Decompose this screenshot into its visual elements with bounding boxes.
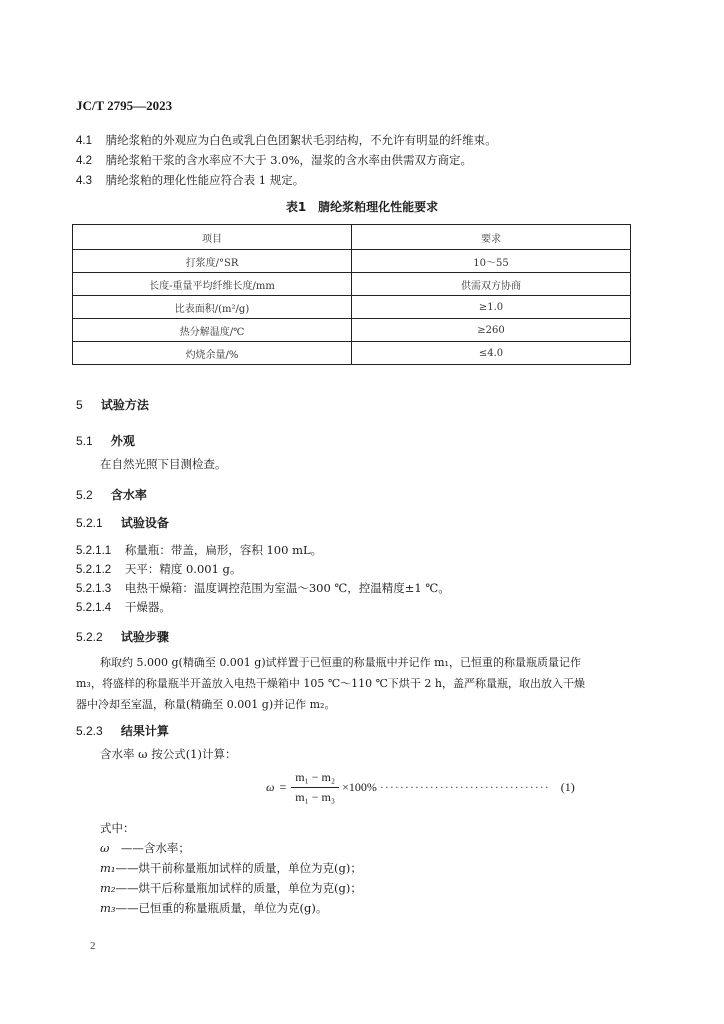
item-text: 电热干燥箱：温度调控范围为室温～300 ℃，控温精度±1 ℃。 xyxy=(124,581,450,595)
definition-row xyxy=(100,878,362,899)
section-title: 外观 xyxy=(110,434,135,448)
section-5-2-1-heading xyxy=(76,514,169,531)
procedure-line-2: m₃，将盛样的称量瓶半开盖放入电热干燥箱中 105 ℃～110 ℃下烘干 2 h，盖严称量瓶，取出放入干燥 xyxy=(76,677,586,690)
item-text: 天平：精度 0.001 g。 xyxy=(124,562,242,576)
formula-denominator: m₁ − m₃ xyxy=(295,790,336,804)
table-row xyxy=(73,250,631,273)
equipment-item xyxy=(76,561,241,578)
formula-suffix: ×100% xyxy=(342,780,377,794)
formula-lhs: ω xyxy=(266,780,275,794)
section-title: 结果计算 xyxy=(120,724,169,738)
definition-text: ——已恒重的称量瓶质量，单位为克(g)。 xyxy=(115,901,328,915)
procedure-line-1: 称取约 5.000 g(精确至 0.001 g)试样置于已恒重的称量瓶中并记作 m₁，已恒重的称量瓶质量记作 xyxy=(100,656,581,669)
definition-symbol: m₃ xyxy=(100,901,116,915)
table-header-row xyxy=(73,225,631,250)
definition-symbol: m₁ xyxy=(100,861,116,875)
table-row xyxy=(73,319,631,342)
section-title: 试验步骤 xyxy=(120,630,169,644)
calc-intro: 含水率 ω 按公式(1)计算： xyxy=(100,747,237,761)
formula-label: (1) xyxy=(560,780,575,794)
section-number: 5.1 xyxy=(76,434,93,448)
section-number: 5.2.1 xyxy=(76,516,103,530)
section-5-2-heading xyxy=(76,486,147,503)
item-text: 干燥器。 xyxy=(124,600,171,614)
definition-row xyxy=(100,858,362,879)
standard-code: JC/T 2795—2023 xyxy=(76,98,173,113)
section-title: 含水率 xyxy=(110,488,147,502)
section-title: 试验设备 xyxy=(120,516,169,530)
equipment-item xyxy=(76,580,450,597)
table-header-cell: 要求 xyxy=(352,225,631,250)
formula-leader-dots: ·································· xyxy=(379,780,550,794)
equipment-item xyxy=(76,599,171,616)
clause-number: 4.2 xyxy=(76,155,92,167)
definition-symbol: ω xyxy=(100,841,110,855)
moisture-formula xyxy=(266,770,575,810)
equipment-item xyxy=(76,542,322,559)
table-cell-requirement: ≥1.0 xyxy=(352,296,631,319)
appearance-text: 在自然光照下目测检查。 xyxy=(100,457,227,471)
table-cell-item: 比表面积/(m²/g) xyxy=(73,296,352,319)
section-5-2-3-heading xyxy=(76,722,169,739)
section-number: 5.2 xyxy=(76,488,93,502)
table-cell-requirement: ≤4.0 xyxy=(352,342,631,365)
table-row xyxy=(73,273,631,296)
table-cell-requirement: 10～55 xyxy=(352,250,631,273)
item-number: 5.2.1.1 xyxy=(76,545,112,557)
definition-row xyxy=(100,898,327,919)
definition-text: ——烘干前称量瓶加试样的质量，单位为克(g)； xyxy=(115,861,362,875)
formula-numerator: m₁ − m₂ xyxy=(291,770,339,788)
section-number: 5 xyxy=(76,398,83,412)
page-number: 2 xyxy=(90,940,96,952)
clause-4-2 xyxy=(76,152,472,169)
section-number: 5.2.3 xyxy=(76,724,103,738)
table-header-cell: 项目 xyxy=(73,225,352,250)
section-number: 5.2.2 xyxy=(76,630,103,644)
table-cell-requirement: 供需双方协商 xyxy=(352,273,631,296)
clause-text: 腈纶浆粕的理化性能应符合表 1 规定。 xyxy=(105,173,305,187)
table-cell-item: 长度-重量平均纤维长度/mm xyxy=(73,273,352,296)
section-5-1-heading xyxy=(76,432,135,449)
item-text: 称量瓶：带盖，扁形，容积 100 mL。 xyxy=(124,543,323,557)
section-5-2-2-heading xyxy=(76,628,169,645)
clause-number: 4.3 xyxy=(76,175,92,187)
clause-text: 腈纶浆粕干浆的含水率应不大于 3.0%，湿浆的含水率由供需双方商定。 xyxy=(105,153,473,167)
procedure-line-3: 器中冷却至室温，称量(精确至 0.001 g)并记作 m₂。 xyxy=(76,698,336,711)
properties-table xyxy=(72,224,631,365)
clause-4-1 xyxy=(76,132,497,149)
clause-4-3 xyxy=(76,172,304,189)
section-5-heading xyxy=(76,396,149,413)
section-title: 试验方法 xyxy=(100,398,149,412)
table-cell-item: 灼烧余量/% xyxy=(73,342,352,365)
clause-number: 4.1 xyxy=(76,135,92,147)
definition-row xyxy=(100,838,190,859)
table-row xyxy=(73,296,631,319)
equals-sign: = xyxy=(279,780,287,794)
item-number: 5.2.1.3 xyxy=(76,583,112,595)
table-cell-item: 打浆度/°SR xyxy=(73,250,352,273)
item-number: 5.2.1.4 xyxy=(76,602,112,614)
definition-text: ——烘干后称量瓶加试样的质量，单位为克(g)； xyxy=(115,881,362,895)
table-cell-requirement: ≥260 xyxy=(352,319,631,342)
table-caption: 表1 腈纶浆粕理化性能要求 xyxy=(285,200,439,214)
item-number: 5.2.1.2 xyxy=(76,564,112,576)
definition-text: ——含水率； xyxy=(109,841,190,855)
table-row xyxy=(73,342,631,365)
where-label: 式中： xyxy=(100,821,135,835)
table-cell-item: 热分解温度/℃ xyxy=(73,319,352,342)
clause-text: 腈纶浆粕的外观应为白色或乳白色团絮状毛羽结构，不允许有明显的纤维束。 xyxy=(105,133,497,147)
formula-fraction xyxy=(291,770,339,805)
definition-symbol: m₂ xyxy=(100,881,116,895)
